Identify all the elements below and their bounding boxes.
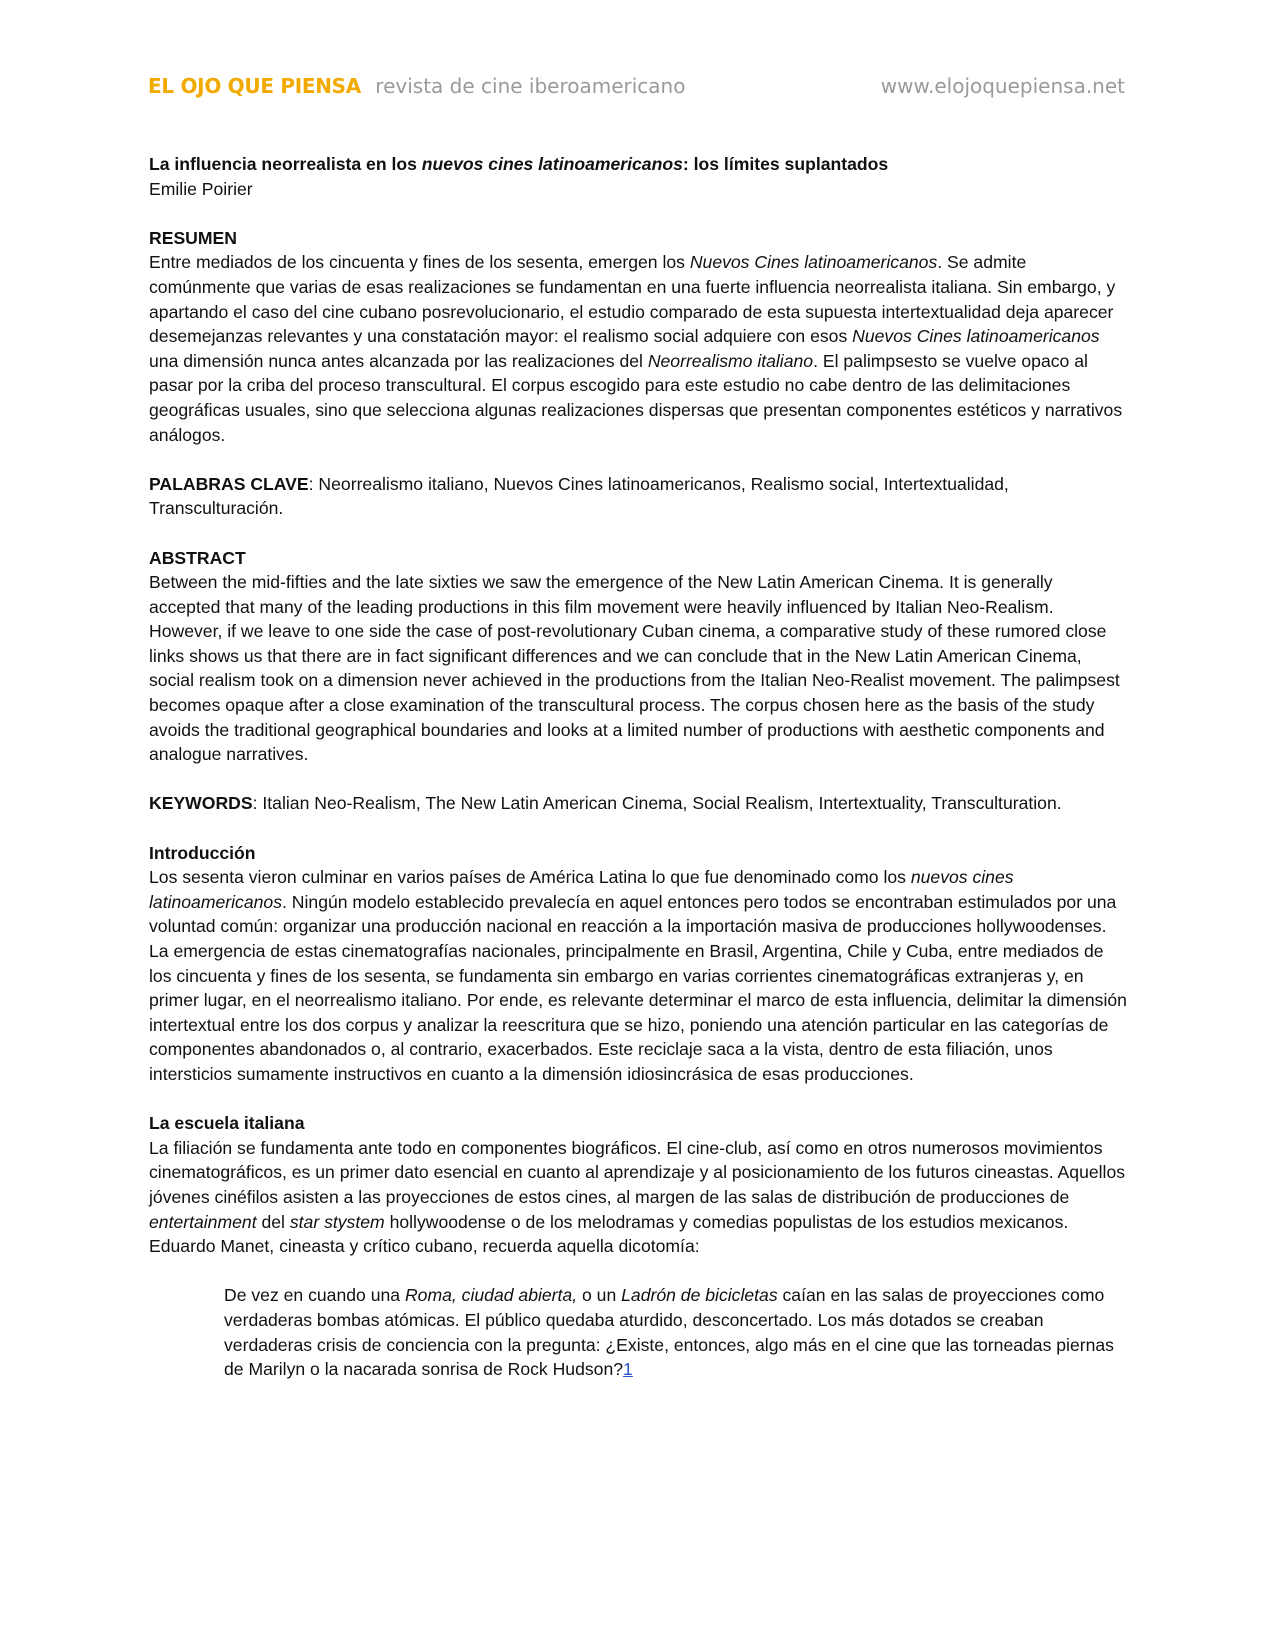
intro-heading: Introducción — [149, 842, 256, 863]
journal-brand: EL OJO QUE PIENSA — [148, 74, 361, 98]
intro-text: Los sesenta vieron culminar en varios países de América Latina lo que fue denominado como los nuevos cines latinoamericanos. Ningún modelo establecido prevalecía en aquel entonces pero todos se encontraban estimulados por una voluntad común: organizar una producción nacional en reacción a la importación masiva de producciones hollywoodenses. La emergencia de estas cinematografías nacionales, principalmente en Brasil, Argentina, Chile y Cuba, entre mediados de los cincuenta y fines de los sesenta, se fundamenta sin embargo en varias corrientes cinematográficas extranjeras y, en primer lugar, en el neorrealismo italiano. Por ende, es relevante determinar el marco de esta influencia, delimitar la dimensión intertextual entre los dos corpus y analizar la reescritura que se hizo, poniendo una atención particular en las categorías de componentes abandonados o, al contrario, exacerbados. Este reciclaje saca a la vista, dentro de esta filiación, unos intersticios sumamente instructivos en cuanto a la dimensión idiosincrásica de esas producciones. — [149, 867, 1127, 1084]
article-body — [149, 152, 1127, 1382]
escuela-text: La filiación se fundamenta ante todo en componentes biográficos. El cine-club, así como en otros numerosos movimientos cinematográficos, es un primer dato esencial en cuanto al aprendizaje y al posicionamiento de los futuros cineastas. Aquellos jóvenes cinéfilos asisten a las proyecciones de estos cines, al margen de las salas de distribución de producciones de entertainment del star stystem hollywoodense o de los melodramas y comedias populistas de los estudios mexicanos. Eduardo Manet, cineasta y crítico cubano, recuerda aquella dicotomía: — [149, 1137, 1126, 1257]
journal-header — [148, 74, 1125, 104]
escuela-heading: La escuela italiana — [149, 1113, 305, 1134]
resumen-text: Entre mediados de los cincuenta y fines de los sesenta, emergen los Nuevos Cines latinoamericanos. Se admite comúnmente que varias de esas realizaciones se fundamentan en una fuerte influencia neorrealista italiana. Sin embargo, y apartando el caso del cine cubano posrevolucionario, el estudio comparado de esta supuesta intertextualidad deja aparecer desemejanzas relevantes y una constatación mayor: el realismo social adquiere con esos Nuevos Cines latinoamericanos una dimensión nunca antes alcanzada por las realizaciones del Neorrealismo italiano. El palimpsesto se vuelve opaco al pasar por la criba del proceso transcultural. El corpus escogido para este estudio no cabe dentro de las delimitaciones geográficas usuales, sino que selecciona algunas realizaciones dispersas que presentan componentes estéticos y narrativos análogos. — [149, 252, 1123, 445]
journal-tagline: revista de cine iberoamericano — [375, 74, 686, 98]
palabras-clave: PALABRAS CLAVE: Neorrealismo italiano, Nuevos Cines latinoamericanos, Realismo social, Intertextualidad, Transculturación. — [149, 473, 1009, 519]
journal-website[interactable]: www.elojoquepiensa.net — [880, 74, 1125, 98]
keywords: KEYWORDS: Italian Neo-Realism, The New Latin American Cinema, Social Realism, Intertextuality, Transculturation. — [149, 793, 1062, 814]
footnote-link[interactable]: 1 — [623, 1359, 633, 1380]
abstract-text: Between the mid-fifties and the late sixties we saw the emergence of the New Latin American Cinema. It is generally accepted that many of the leading productions in this film movement were heavily influenced by Italian Neo-Realism. However, if we leave to one side the case of post-revolutionary Cuban cinema, a comparative study of these rumored close links shows us that there are in fact significant differences and we can conclude that in the New Latin American Cinema, social realism took on a dimension never achieved in the productions from the Italian Neo-Realist movement. The palimpsest becomes opaque after a close examination of the transcultural process. The corpus chosen here as the basis of the study avoids the traditional geographical boundaries and looks at a limited number of productions with aesthetic components and analogue narratives. — [149, 572, 1120, 765]
resumen-heading: RESUMEN — [149, 227, 237, 248]
article-author: Emilie Poirier — [149, 178, 253, 199]
keywords-label: KEYWORDS — [149, 793, 253, 814]
block-quote: De vez en cuando una Roma, ciudad abierta, o un Ladrón de bicicletas caían en las salas de proyecciones como verdaderas bombas atómicas. El público quedaba aturdido, desconcertado. Los más dotados se creaban verdaderas crisis de conciencia con la pregunta: ¿Existe, entonces, algo más en el cine que las torneadas piernas de Marilyn o la nacarada sonrisa de Rock Hudson?1 — [224, 1285, 1114, 1380]
article-title: La influencia neorrealista en los nuevos cines latinoamericanos: los límites suplantados — [149, 154, 889, 174]
palabras-clave-label: PALABRAS CLAVE — [149, 473, 309, 494]
abstract-heading: ABSTRACT — [149, 547, 246, 568]
